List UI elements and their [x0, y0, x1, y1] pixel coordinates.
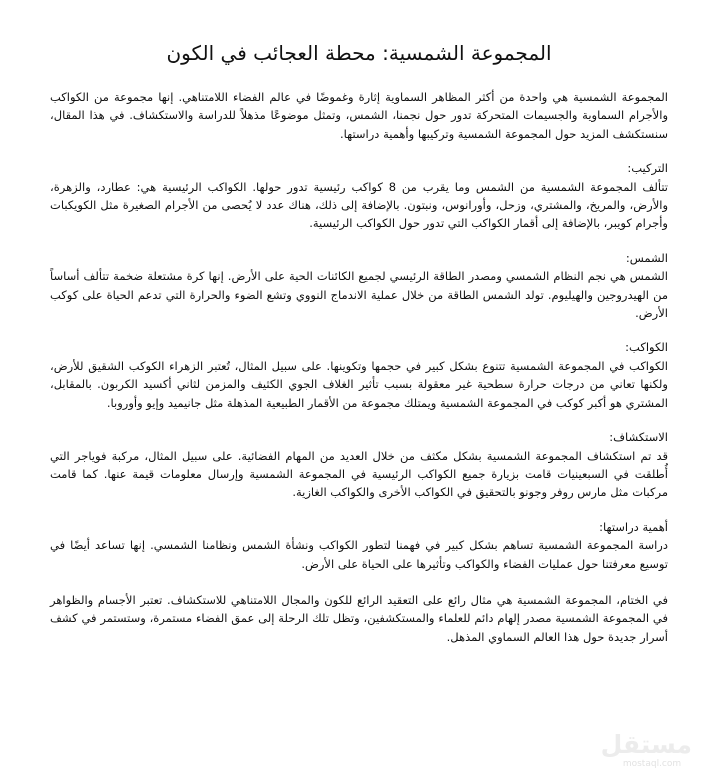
section-heading: الشمس:: [625, 250, 668, 265]
section-heading: التركيب:: [627, 161, 668, 176]
section-body: الشمس هي نجم النظام الشمسي ومصدر الطاقة الرئيسي لجميع الكائنات الحية على الأرض. إنها كرة مشتعلة ضخمة تتألف أساساً من الهيدروجين والهيليوم. تولد الشمس الطاقة من خلال عملية الاندماج النووي وتشع الضوء والحرارة التي تدعم الحياة على كوكب الأرض.: [50, 269, 668, 321]
document: [50, 38, 668, 646]
section-exploration: [50, 428, 668, 502]
intro-paragraph: المجموعة الشمسية هي واحدة من أكثر المظاهر السماوية إثارة وغموضًا في عالم الفضاء اللامتناهي. إنها مجموعة من الكواكب والأجرام السماوية والجسيمات المتحركة تدور حول نجمنا، الشمس، وتمثل موضوعًا مذهلاً للدراسة والاستكشاف. في هذا المقال، سنستكشف المزيد حول المجموعة الشمسية وتركيبها وأهمية دراستها.: [50, 90, 668, 141]
watermark-logo: مستقل: [600, 730, 692, 759]
section-planets: [50, 338, 668, 412]
section-body: دراسة المجموعة الشمسية تساهم بشكل كبير في فهمنا لتطور الكواكب ونشأة الشمس ونظامنا الشمسي. إنها تساعد أيضًا في توسيع معرفتنا حول عمليات الفضاء والكواكب وتأثيرها على الحياة على الأرض.: [50, 538, 668, 571]
section-body: قد تم استكشاف المجموعة الشمسية بشكل مكثف من خلال العديد من المهام الفضائية. على سبيل المثال، مركبة فوياجر التي أُطلقت في السبعينيات قامت بزيارة جميع الكواكب الرئيسية في المجموعة الشمسية وإرسال معلومات قيمة عنها. كما قامت مركبات مثل مارس روفر وجونو بالتحقيق في الكواكب الأخرى والكواكب الغازية.: [50, 448, 668, 500]
document-title: المجموعة الشمسية: محطة العجائب في الكون: [166, 41, 552, 65]
section-body: تتألف المجموعة الشمسية من الشمس وما يقرب من 8 كواكب رئيسية تدور حولها. الكواكب الرئيسية هي: عطارد، والزهرة، والأرض، والمريخ، والمشتري، وزحل، وأورانوس، ونبتون. بالإضافة إلى ذلك، هناك عدد لا يُحصى من الأجرام الصغيرة مثل الكويكبات وأجرام كويبر، بالإضافة إلى أقمار الكواكب التي تدور حول الكواكب الرئيسية.: [50, 179, 668, 231]
section-heading: الاستكشاف:: [609, 430, 668, 445]
section-heading: أهمية دراستها:: [599, 519, 668, 534]
section-body: الكواكب في المجموعة الشمسية تتنوع بشكل كبير في حجمها وتكوينها. على سبيل المثال، تُعتبر الزهراء الكوكب الشقيق للأرض، ولكنها تعاني من درجات حرارة سطحية غير معقولة بسبب تأثير الغلاف الجوي الكثيف والمزمن لثاني أكسيد الكربون. بالمقابل، المشتري هو أكبر كوكب في المجموعة الشمسية ويمتلك مجموعة من الأقمار الطبيعية المذهلة مثل جانيميد وإيو وأوروبا.: [50, 358, 668, 410]
section-composition: [50, 159, 668, 233]
section-heading: الكواكب:: [625, 340, 668, 355]
section-sun: [50, 249, 668, 323]
section-importance: [50, 518, 668, 573]
mostaql-watermark: [600, 730, 692, 770]
conclusion-paragraph: في الختام، المجموعة الشمسية هي مثال رائع على التعقيد الرائع للكون والمجال اللامتناهي للاستكشاف. تعتبر الأجسام والظواهر في المجموعة الشمسية مصدر إلهام دائم للعلماء والمستكشفين، وتظل تلك الرحلة إلى عمق الفضاء مستمرة، وستستمر في كشف أسرار جديدة حول هذا العالم السماوي المذهل.: [50, 592, 668, 644]
watermark-url: mostaql.com: [622, 759, 682, 769]
